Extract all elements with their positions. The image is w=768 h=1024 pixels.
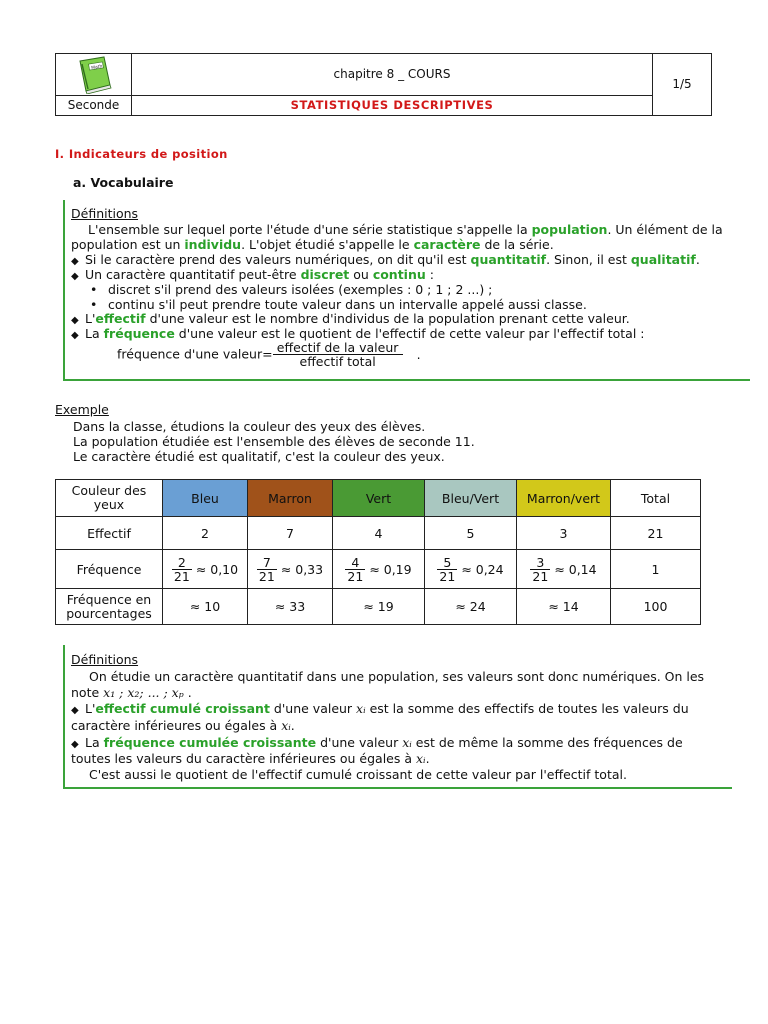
definition-bullet: ◆ L'effectif d'une valeur est le nombre d'individus de la population prenant cette valeur. <box>71 311 630 326</box>
pct-label: Fréquence en pourcentages <box>56 589 163 625</box>
category-vert: Vert <box>333 480 425 517</box>
definition-line: population est un individu. L'objet étudié s'appelle le caractère de la série. <box>71 237 554 252</box>
table-cell: ≈ 24 <box>425 589 517 625</box>
table-cell: 4 <box>333 517 425 550</box>
page-number: 1/5 <box>652 54 711 115</box>
level-cell: Seconde <box>56 96 132 115</box>
table-cell: $\frac{3}{21}$ ≈ 0,14 <box>517 550 611 589</box>
table-cell: 7 <box>248 517 333 550</box>
table-cell: 5 <box>425 517 517 550</box>
sub-bullet: • continu s'il peut prendre toute valeur dans un intervalle appelé aussi classe. <box>90 297 587 312</box>
eye-color-table <box>55 479 701 625</box>
category-bleu: Bleu <box>163 480 248 517</box>
definition-bullet: ◆ Un caractère quantitatif peut-être discret ou continu : <box>71 267 434 282</box>
table-cell: $\frac{7}{21}$ ≈ 0,33 <box>248 550 333 589</box>
formula-denominator: effectif total <box>299 354 376 369</box>
example-line: La population étudiée est l'ensemble des élèves de seconde 11. <box>73 434 475 449</box>
table-row <box>56 480 701 517</box>
section-title: I. Indicateurs de position <box>55 147 228 161</box>
table-cell: 100 <box>611 589 701 625</box>
definition-line: toutes les valeurs du caractère inférieures ou égales à xᵢ. <box>71 751 430 766</box>
definition-line: L'ensemble sur lequel porte l'étude d'une série statistique s'appelle la population. Un élément de la <box>88 222 723 237</box>
definitions-heading: Définitions <box>71 206 139 221</box>
table-cell: 21 <box>611 517 701 550</box>
dot-bullet-icon: • <box>90 282 98 297</box>
example-line: Le caractère étudié est qualitatif, c'est la couleur des yeux. <box>73 449 445 464</box>
definition-line: On étudie un caractère quantitatif dans une population, ses valeurs sont donc numériques. On les <box>89 669 705 684</box>
logo-cell <box>56 54 132 96</box>
example-line: Dans la classe, étudions la couleur des yeux des élèves. <box>73 419 426 434</box>
diamond-bullet-icon: ◆ <box>71 315 79 326</box>
definition-bullet: ◆ Si le caractère prend des valeurs numériques, on dit qu'il est quantitatif. Sinon, il est qualitatif. <box>71 252 700 267</box>
category-marron: Marron <box>248 480 333 517</box>
table-row <box>56 517 701 550</box>
table-row <box>56 550 701 589</box>
formula-numerator: effectif de la valeur <box>273 341 403 355</box>
sub-bullet: • discret s'il prend des valeurs isolées (exemples : 0 ; 1 ; 2 ...) ; <box>90 282 493 297</box>
table-header-label: Couleur des yeux <box>56 480 163 517</box>
frequency-formula: fréquence d'une valeur= $\frac{\text{effectif de la valeur}}{\text{effectif total}}$ . <box>117 340 421 369</box>
table-row <box>56 589 701 625</box>
table-cell: ≈ 33 <box>248 589 333 625</box>
effectif-label: Effectif <box>56 517 163 550</box>
table-cell: ≈ 14 <box>517 589 611 625</box>
table-cell: $\frac{4}{21}$ ≈ 0,19 <box>333 550 425 589</box>
chapter-cell: chapitre 8 _ COURS <box>132 54 652 96</box>
table-cell: 1 <box>611 550 701 589</box>
diamond-bullet-icon: ◆ <box>71 271 79 282</box>
definition-bullet: ◆ L'effectif cumulé croissant d'une valeur xᵢ est la somme des effectifs de toutes les valeurs du <box>71 701 689 716</box>
table-cell: 2 <box>163 517 248 550</box>
notebook-label: Math <box>90 64 103 72</box>
total-header: Total <box>611 480 701 517</box>
diamond-bullet-icon: ◆ <box>71 256 79 267</box>
table-cell: ≈ 10 <box>163 589 248 625</box>
definitions-heading: Définitions <box>71 652 139 667</box>
category-marron-vert: Marron/vert <box>517 480 611 517</box>
diamond-bullet-icon: ◆ <box>71 330 79 341</box>
subsection-title: a. Vocabulaire <box>73 175 174 190</box>
category-bleu-vert: Bleu/Vert <box>425 480 517 517</box>
definition-line: C'est aussi le quotient de l'effectif cumulé croissant de cette valeur par l'effectif total. <box>89 767 627 782</box>
definition-bullet: ◆ La fréquence d'une valeur est le quotient de l'effectif de cette valeur par l'effectif total : <box>71 326 645 341</box>
header-table <box>55 53 712 116</box>
example-heading: Exemple <box>55 402 109 417</box>
frequence-label: Fréquence <box>56 550 163 589</box>
table-cell: $\frac{5}{21}$ ≈ 0,24 <box>425 550 517 589</box>
table-cell: 3 <box>517 517 611 550</box>
table-cell: ≈ 19 <box>333 589 425 625</box>
definition-line: note x₁ ; x₂; ... ; xₚ . <box>71 685 192 700</box>
diamond-bullet-icon: ◆ <box>71 739 79 750</box>
dot-bullet-icon: • <box>90 297 98 312</box>
notebook-icon <box>74 56 114 94</box>
definition-line: caractère inférieures ou égales à xᵢ. <box>71 718 295 733</box>
definition-bullet: ◆ La fréquence cumulée croissante d'une valeur xᵢ est de même la somme des fréquences de <box>71 735 683 750</box>
table-cell: $\frac{2}{21}$ ≈ 0,10 <box>163 550 248 589</box>
diamond-bullet-icon: ◆ <box>71 705 79 716</box>
document-title: STATISTIQUES DESCRIPTIVES <box>290 98 494 112</box>
